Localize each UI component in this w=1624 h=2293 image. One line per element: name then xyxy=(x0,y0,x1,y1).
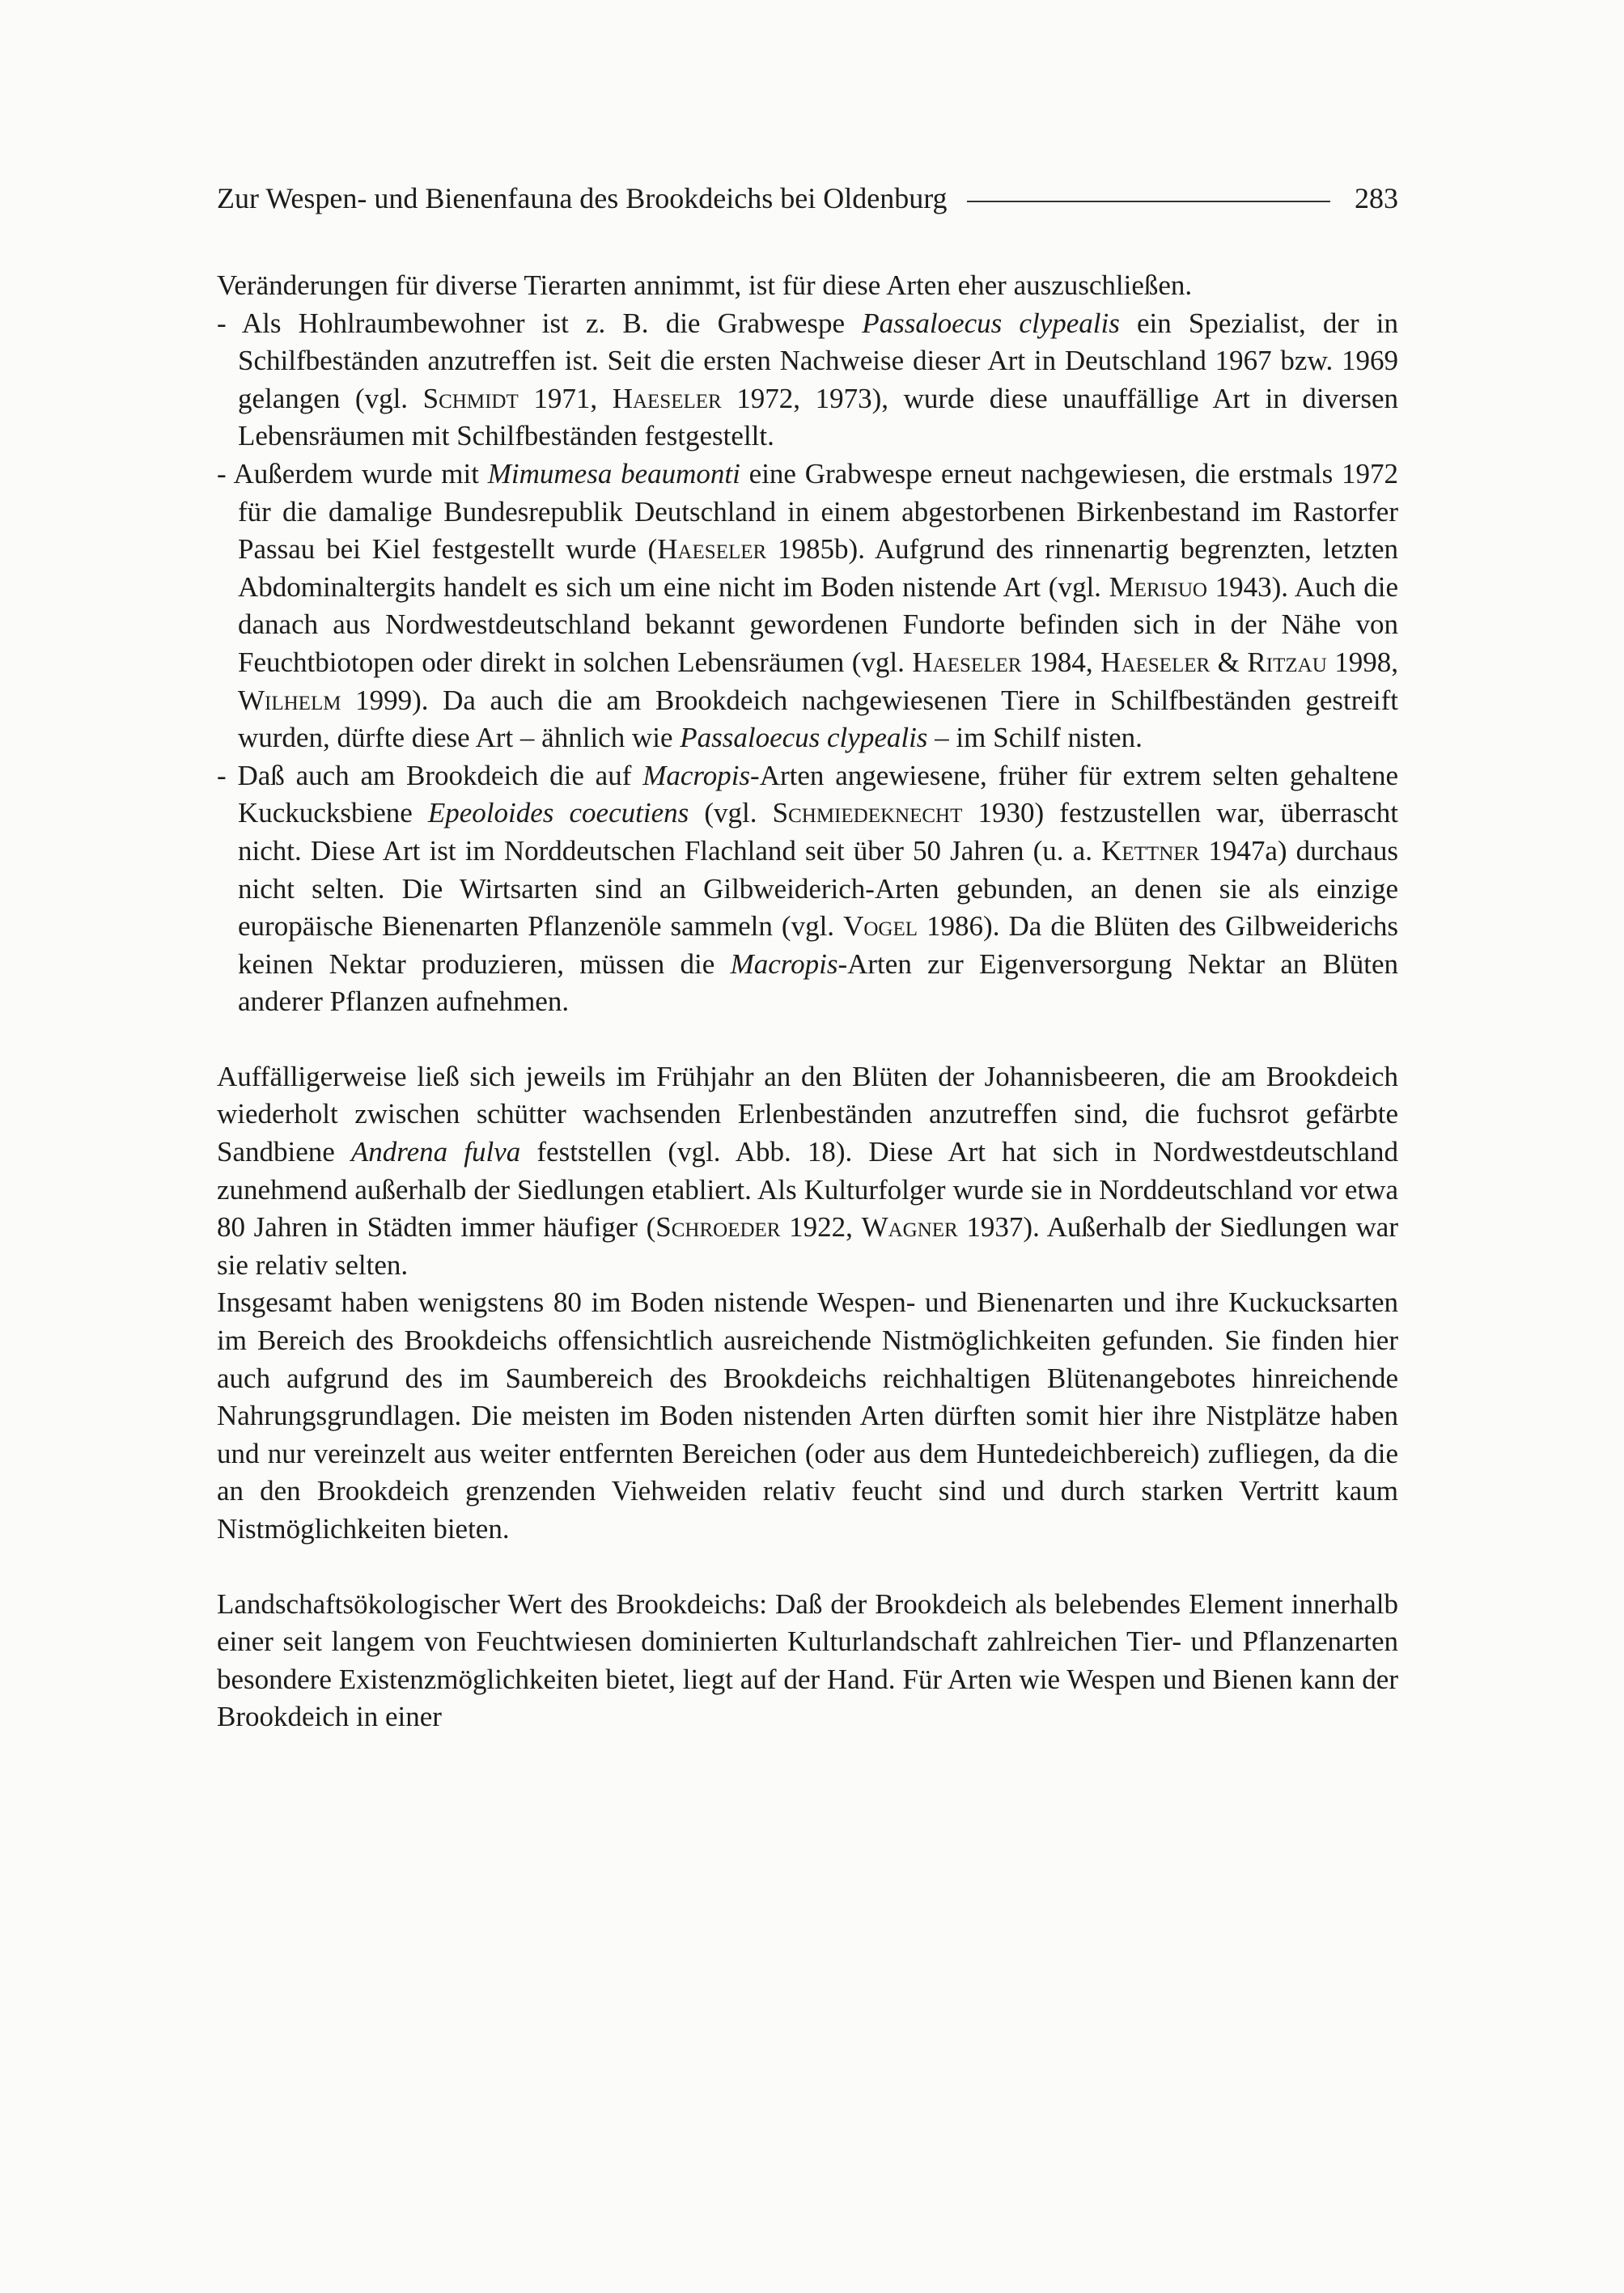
body-text xyxy=(217,267,1398,1736)
list-item-epeoloides: - Daß auch am Brookdeich die auf Macropis-Arten angewiesene, früher für extrem selten gehaltene Kuckucksbiene Epeoloides coecutiens (vgl. Schmiedeknecht 1930) festzustellen war, überrascht nicht. Diese Art ist im Norddeutschen Flachland seit über 50 Jahren (u. a. Kettner 1947a) durchaus nicht selten. Die Wirtsarten sind an Gilbweiderich-Arten gebunden, an denen sie als einzige europäische Bienenarten Pflanzenöle sammeln (vgl. Vogel 1986). Da die Blüten des Gilbweiderichs keinen Nektar produzieren, müssen die Macropis-Arten zur Eigenversorgung Nektar an Blüten anderer Pflanzen aufnehmen. xyxy=(217,759,1399,1018)
species-name: Epeoloides coecutiens xyxy=(427,797,689,829)
species-name: Mimumesa beaumonti xyxy=(487,457,740,490)
author-name: Schmiedeknecht xyxy=(772,797,963,829)
author-name: Haeseler xyxy=(657,533,767,566)
paragraph-andrena: Auffälligerweise ließ sich jeweils im Frühjahr an den Blüten der Johannisbeeren, die am Brookdeich wiederholt zwischen schütter wachsenden Erlenbeständen anzutreffen sind, die fuchsrot gefärbte Sandbiene Andrena fulva feststellen (vgl. Abb. 18). Diese Art hat sich in Nordwestdeutschland zunehmend außerhalb der Siedlungen etabliert. Als Kulturfolger wurde sie in Norddeutschland vor etwa 80 Jahren in Städten immer häufiger (Schroeder 1922, Wagner 1937). Außerhalb der Siedlungen war sie relativ selten. xyxy=(217,1060,1399,1281)
author-name: Schmidt xyxy=(422,382,519,414)
author-name: Wagner xyxy=(861,1211,958,1244)
bullet-list xyxy=(217,305,1398,1021)
species-name: Andrena fulva xyxy=(350,1136,521,1168)
species-name: Passaloecus clypealis xyxy=(862,307,1120,339)
author-name: Ritzau xyxy=(1247,646,1327,678)
list-item-mimumesa: - Außerdem wurde mit Mimumesa beaumonti eine Grabwespe erneut nachgewiesen, die erstmals 1972 für die damalige Bundesrepublik Deutschland in einem abgestorbenen Birkenbestand im Rastorfer Passau bei Kiel festgestellt wurde (Haeseler 1985b). Aufgrund des rinnenartig begrenzten, letzten Abdominaltergits handelt es sich um eine nicht im Boden nistende Art (vgl. Merisuo 1943). Auch die danach aus Nordwestdeutschland bekannt gewordenen Fundorte befinden sich in der Nähe von Feuchtbiotopen oder direkt in solchen Lebensräumen (vgl. Haeseler 1984, Haeseler & Ritzau 1998, Wilhelm 1999). Da auch die am Brookdeich nachgewiesenen Tiere in Schilfbeständen gestreift wurden, dürfte diese Art – ähnlich wie Passaloecus clypealis – im Schilf nisten. xyxy=(217,457,1399,754)
paragraph-landscape-value: Landschaftsökologischer Wert des Brookdeichs: Daß der Brookdeich als belebendes Element innerhalb einer seit langem von Feuchtwiesen dominierten Kulturlandschaft zahlreichen Tier- und Pflanzenarten besondere Existenzmöglichkeiten bietet, liegt auf der Hand. Für Arten wie Wespen und Bienen kann der Brookdeich in einer xyxy=(217,1587,1398,1733)
paragraph-nesting: Insgesamt haben wenigstens 80 im Boden nistende Wespen- und Bienenarten und ihre Kuckucksarten im Bereich des Brookdeichs offensichtlich ausreichende Nistmöglichkeiten gefunden. Sie finden hier auch aufgrund des im Saumbereich des Brookdeichs reichhaltigen Blütenangebotes hinreichende Nahrungsgrundlagen. Die meisten im Boden nistenden Arten dürften somit hier ihre Nistplätze haben und nur vereinzelt aus weiter entfernten Bereichen (oder aus dem Huntedeichbereich) zufliegen, da die an den Brookdeich grenzenden Viehweiden relativ feucht sind und durch starken Vertritt kaum Nistmöglichkeiten bieten. xyxy=(217,1286,1398,1545)
author-name: Haeseler xyxy=(612,382,722,414)
paragraph-gap xyxy=(217,1021,1398,1058)
running-header-title: Zur Wespen- und Bienenfauna des Brookdeichs bei Oldenburg xyxy=(217,182,948,214)
genus-name: Macropis xyxy=(730,947,838,980)
running-header xyxy=(217,174,1398,223)
paragraph-continuation: Veränderungen für diverse Tierarten annimmt, ist für diese Arten eher auszuschließen. xyxy=(217,269,1193,301)
author-name: Haeseler xyxy=(912,646,1022,678)
author-name: Merisuo xyxy=(1109,570,1207,603)
author-name: Haeseler xyxy=(1100,646,1211,678)
author-name: Kettner xyxy=(1101,834,1200,867)
header-rule xyxy=(967,201,1330,202)
page-number: 283 xyxy=(1355,182,1398,214)
author-name: Schroeder xyxy=(655,1211,781,1244)
author-name: Vogel xyxy=(843,910,918,943)
species-name: Passaloecus clypealis xyxy=(680,722,928,754)
genus-name: Macropis xyxy=(642,759,751,791)
author-name: Wilhelm xyxy=(238,684,341,716)
paragraph-gap xyxy=(217,1549,1398,1586)
list-item-passaloecus: - Als Hohlraumbewohner ist z. B. die Grabwespe Passaloecus clypealis ein Spezialist, der in Schilfbeständen anzutreffen ist. Seit die ersten Nachweise dieser Art in Deutschland 1967 bzw. 1969 gelangen (vgl. Schmidt 1971, Haeseler 1972, 1973), wurde diese unauffällige Art in diversen Lebensräumen mit Schilfbeständen festgestellt. xyxy=(217,307,1398,452)
